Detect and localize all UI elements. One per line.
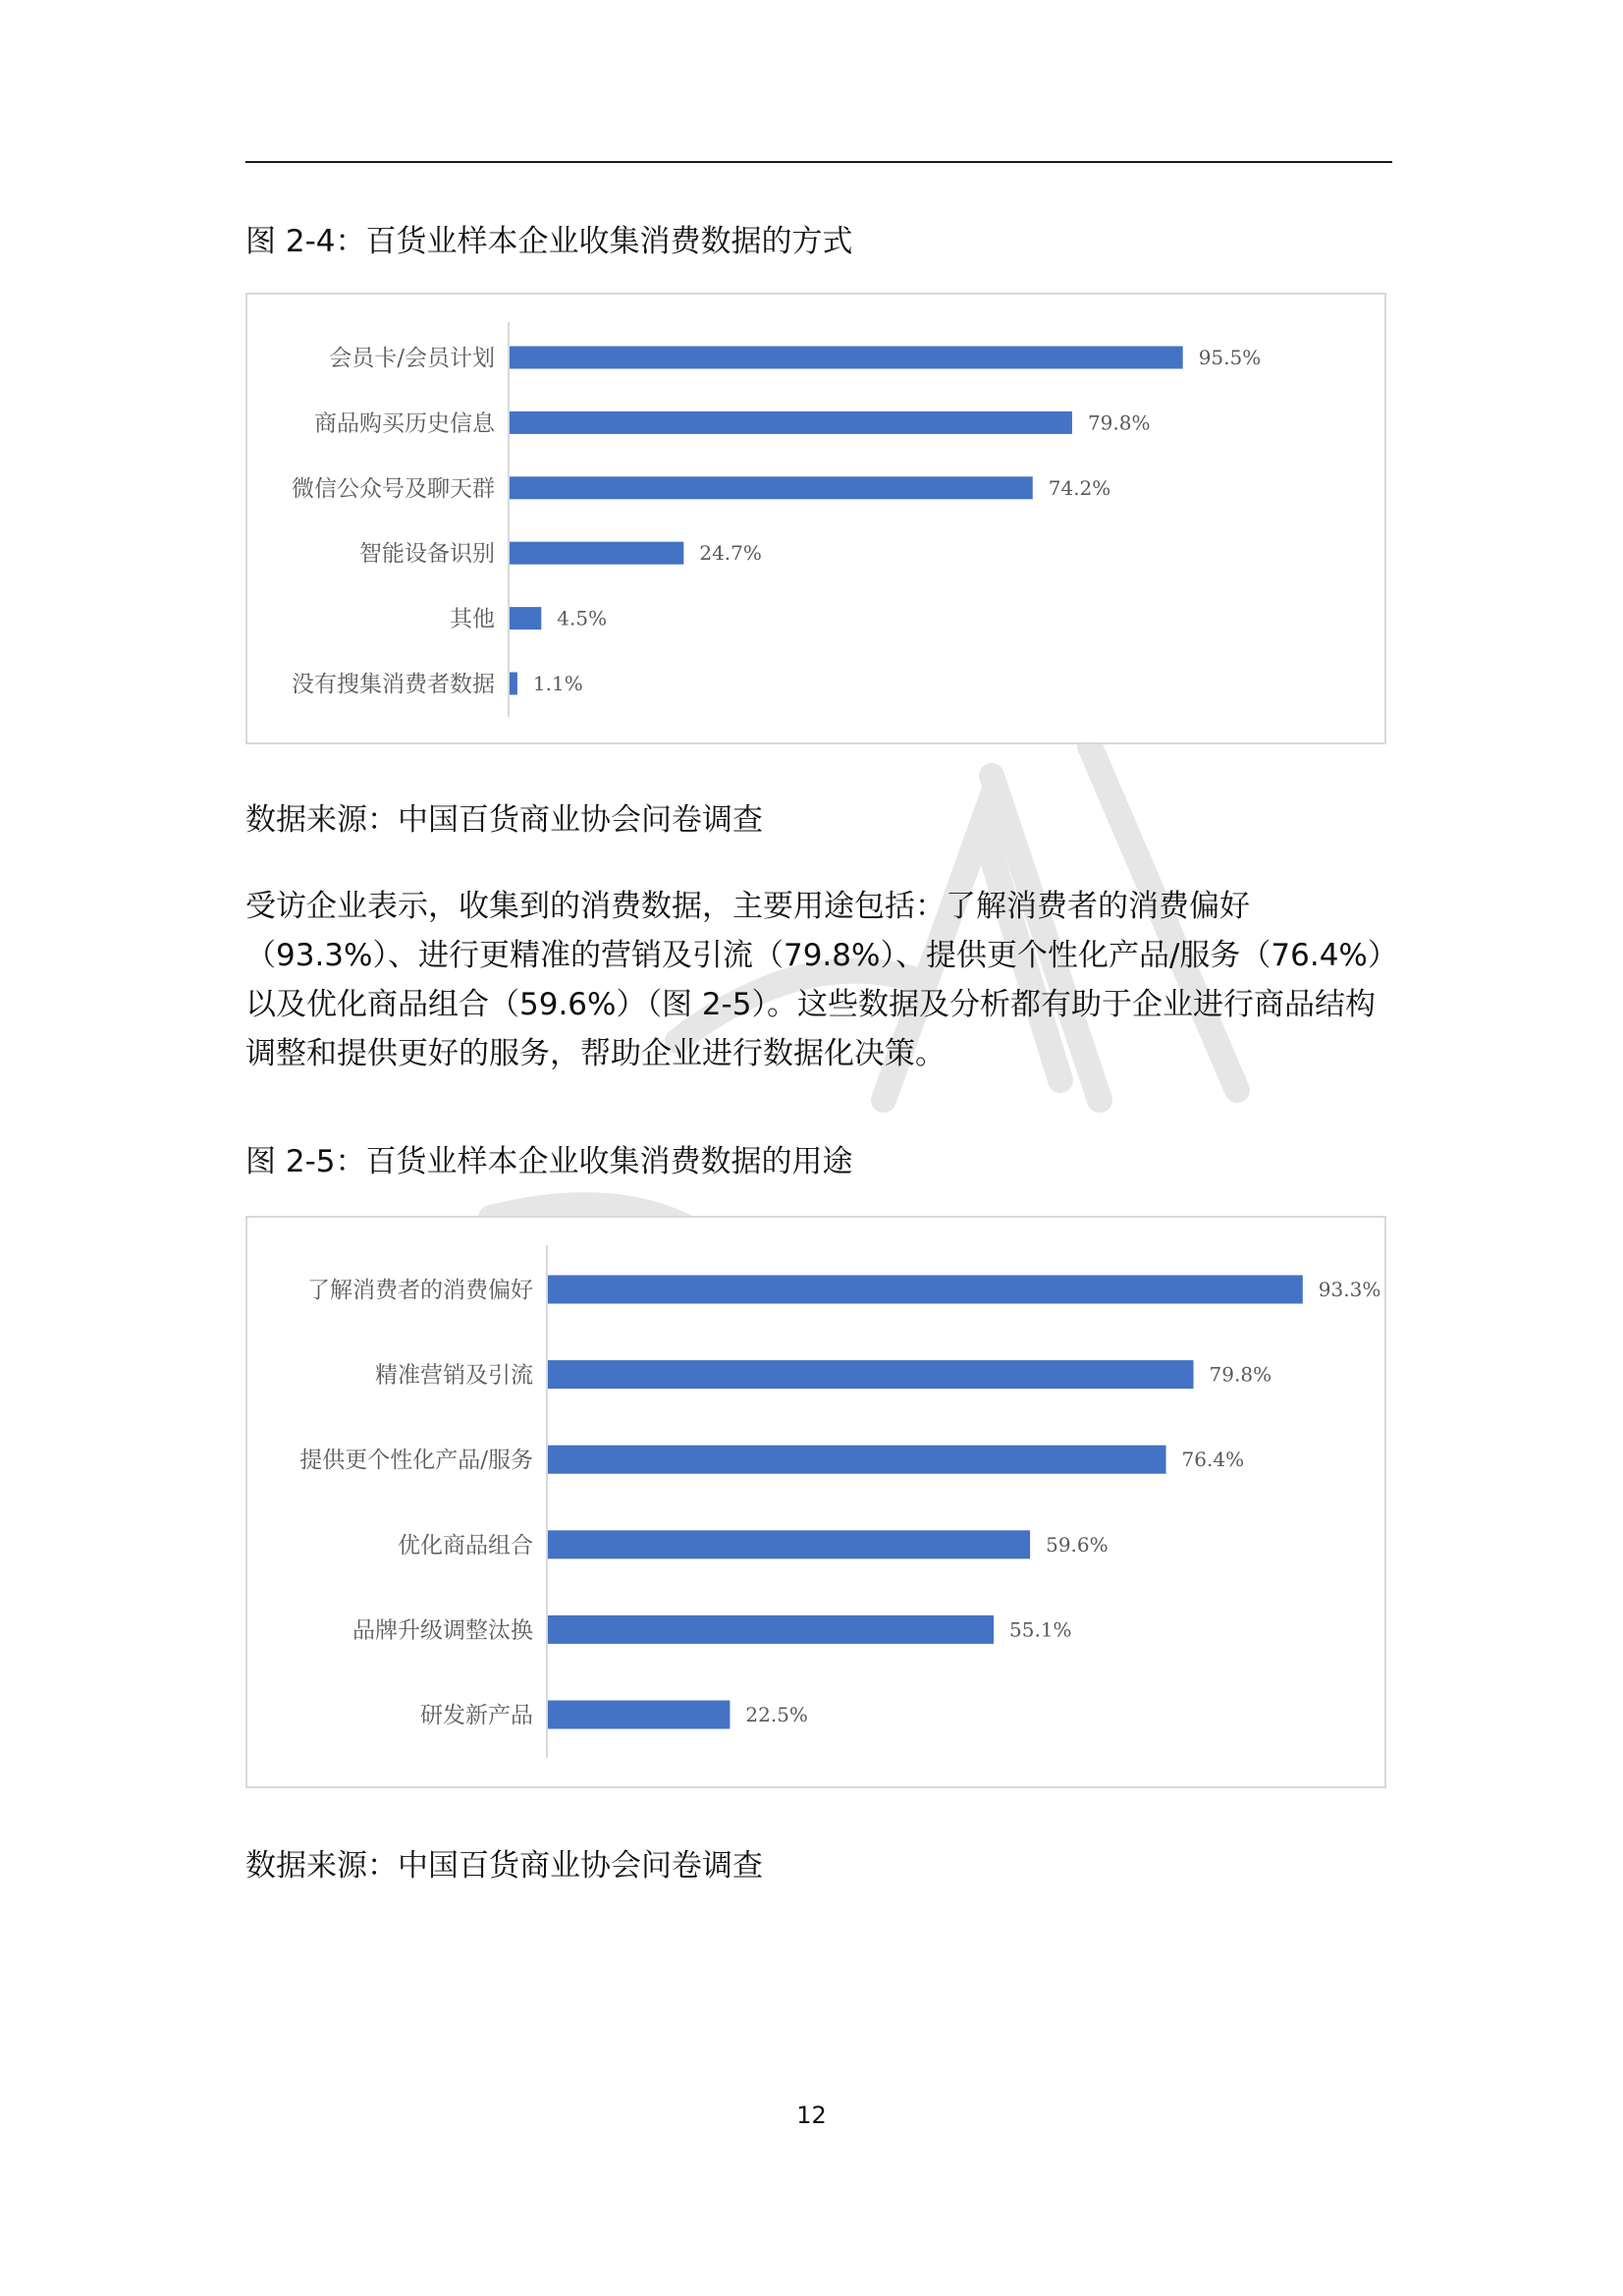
data-label: 74.2% <box>1048 475 1111 500</box>
data-label: 22.5% <box>745 1703 808 1726</box>
category-label: 了解消费者的消费偏好 <box>307 1278 533 1303</box>
category-label: 微信公众号及聊天群 <box>292 475 495 502</box>
data-label: 55.1% <box>1009 1617 1072 1642</box>
category-label: 会员卡/会员计划 <box>329 346 495 371</box>
data-label: 93.3% <box>1318 1278 1381 1301</box>
body-paragraph: 受访企业表示，收集到的消费数据，主要用途包括：了解消费者的消费偏好（93.3%）、进行更精准的营销及引流（79.8%）、提供更个性化产品/服务（76.4%）以及优化商品组合（59.6%）（图 2-5）。这些数据及分析都有助于企业进行商品结构调整和提供更好的服务，帮助企业进行数据化决策。 <box>245 889 1383 1071</box>
bar-chart <box>247 1218 1384 1786</box>
category-label: 优化商品组合 <box>398 1532 533 1558</box>
category-label: 其他 <box>450 606 495 632</box>
category-label: 品牌升级调整汰换 <box>352 1617 533 1644</box>
data-label: 4.5% <box>557 606 608 630</box>
data-label: 24.7% <box>699 541 762 566</box>
category-label: 研发新产品 <box>420 1703 533 1728</box>
bar <box>548 1446 1166 1474</box>
bar <box>510 347 1183 369</box>
chart-container <box>245 293 1386 744</box>
data-label: 76.4% <box>1181 1448 1245 1472</box>
figure-title: 图 2-5：百货业样本企业收集消费数据的用途 <box>245 1144 853 1179</box>
data-label: 79.8% <box>1209 1362 1272 1387</box>
bar <box>510 673 517 695</box>
header-rule <box>245 161 1392 163</box>
bar <box>510 542 683 565</box>
bar <box>510 607 541 629</box>
bar <box>510 476 1033 499</box>
bar <box>510 411 1072 434</box>
chart-container <box>245 1216 1386 1788</box>
category-label: 商品购买历史信息 <box>314 410 495 437</box>
category-label: 精准营销及引流 <box>375 1362 533 1389</box>
bar <box>548 1701 730 1729</box>
category-label: 提供更个性化产品/服务 <box>299 1448 533 1474</box>
page-number: 12 <box>796 2102 827 2129</box>
data-label: 1.1% <box>532 672 583 695</box>
data-source-note: 数据来源：中国百货商业协会问卷调查 <box>245 802 763 838</box>
data-label: 59.6% <box>1046 1532 1109 1557</box>
bar <box>548 1615 994 1644</box>
figure-title: 图 2-4：百货业样本企业收集消费数据的方式 <box>245 224 853 259</box>
bar <box>548 1530 1030 1558</box>
bar <box>548 1360 1194 1389</box>
category-label: 没有搜集消费者数据 <box>292 672 495 697</box>
data-label: 95.5% <box>1198 346 1262 369</box>
bar-chart <box>247 295 1384 742</box>
data-label: 79.8% <box>1087 410 1151 435</box>
data-source-note: 数据来源：中国百货商业协会问卷调查 <box>245 1848 763 1884</box>
category-label: 智能设备识别 <box>359 541 495 568</box>
bar <box>548 1276 1303 1304</box>
